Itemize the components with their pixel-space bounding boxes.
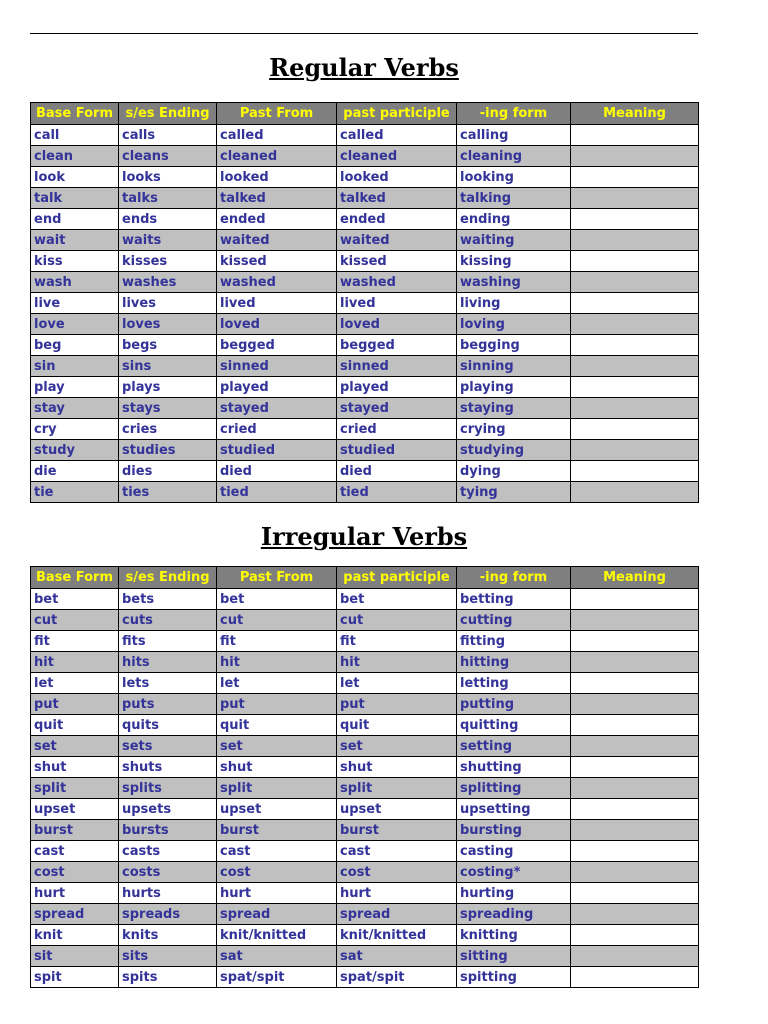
cell-ses-ending: bets <box>119 589 217 610</box>
cell-ing-form: putting <box>457 694 571 715</box>
cell-past-form: studied <box>217 440 337 461</box>
cell-past-participle: loved <box>337 314 457 335</box>
table-row <box>31 715 699 736</box>
table-row <box>31 820 699 841</box>
table-row <box>31 883 699 904</box>
cell-past-participle: lived <box>337 293 457 314</box>
cell-base-form: talk <box>31 188 119 209</box>
cell-past-participle: fit <box>337 631 457 652</box>
table-row <box>31 230 699 251</box>
cell-base-form: live <box>31 293 119 314</box>
cell-past-participle: shut <box>337 757 457 778</box>
cell-past-form: put <box>217 694 337 715</box>
cell-past-form: burst <box>217 820 337 841</box>
cell-base-form: sit <box>31 946 119 967</box>
table-row <box>31 841 699 862</box>
cell-base-form: quit <box>31 715 119 736</box>
irregular-verbs-title: Irregular Verbs <box>260 522 468 551</box>
cell-ing-form: cutting <box>457 610 571 631</box>
cell-past-participle: sat <box>337 946 457 967</box>
cell-past-form: stayed <box>217 398 337 419</box>
cell-base-form: shut <box>31 757 119 778</box>
cell-ses-ending: looks <box>119 167 217 188</box>
table-row <box>31 440 699 461</box>
cell-ing-form: kissing <box>457 251 571 272</box>
cell-past-form: sat <box>217 946 337 967</box>
cell-ing-form: hurting <box>457 883 571 904</box>
cell-meaning <box>571 631 699 652</box>
cell-past-participle: washed <box>337 272 457 293</box>
cell-past-participle: cleaned <box>337 146 457 167</box>
cell-ing-form: living <box>457 293 571 314</box>
cell-ses-ending: spreads <box>119 904 217 925</box>
table-row <box>31 335 699 356</box>
cell-ses-ending: waits <box>119 230 217 251</box>
cell-ing-form: spitting <box>457 967 571 988</box>
cell-past-form: upset <box>217 799 337 820</box>
cell-base-form: kiss <box>31 251 119 272</box>
cell-meaning <box>571 272 699 293</box>
cell-meaning <box>571 736 699 757</box>
cell-past-participle: spat/spit <box>337 967 457 988</box>
cell-base-form: upset <box>31 799 119 820</box>
column-header-ing-form: -ing form <box>457 103 571 125</box>
cell-past-form: set <box>217 736 337 757</box>
column-header-past-form: Past From <box>217 567 337 589</box>
cell-past-form: bet <box>217 589 337 610</box>
cell-meaning <box>571 377 699 398</box>
cell-past-participle: cost <box>337 862 457 883</box>
cell-ses-ending: fits <box>119 631 217 652</box>
cell-ses-ending: costs <box>119 862 217 883</box>
cell-meaning <box>571 251 699 272</box>
cell-ses-ending: lets <box>119 673 217 694</box>
cell-meaning <box>571 589 699 610</box>
cell-past-form: fit <box>217 631 337 652</box>
cell-base-form: cast <box>31 841 119 862</box>
cell-ing-form: cleaning <box>457 146 571 167</box>
regular-verbs-table <box>30 102 699 503</box>
cell-past-participle: stayed <box>337 398 457 419</box>
cell-base-form: beg <box>31 335 119 356</box>
table-header-row <box>31 103 699 125</box>
table-row <box>31 778 699 799</box>
cell-past-form: died <box>217 461 337 482</box>
table-row <box>31 967 699 988</box>
cell-ses-ending: lives <box>119 293 217 314</box>
cell-ses-ending: puts <box>119 694 217 715</box>
cell-ses-ending: hits <box>119 652 217 673</box>
cell-past-form: talked <box>217 188 337 209</box>
cell-meaning <box>571 461 699 482</box>
cell-base-form: spit <box>31 967 119 988</box>
cell-base-form: study <box>31 440 119 461</box>
cell-base-form: love <box>31 314 119 335</box>
cell-past-participle: talked <box>337 188 457 209</box>
cell-ing-form: betting <box>457 589 571 610</box>
table-row <box>31 125 699 146</box>
cell-base-form: cut <box>31 610 119 631</box>
cell-meaning <box>571 335 699 356</box>
table-row <box>31 482 699 503</box>
cell-past-participle: split <box>337 778 457 799</box>
cell-meaning <box>571 419 699 440</box>
cell-ing-form: calling <box>457 125 571 146</box>
cell-ing-form: knitting <box>457 925 571 946</box>
cell-meaning <box>571 967 699 988</box>
cell-base-form: split <box>31 778 119 799</box>
table-row <box>31 398 699 419</box>
table-row <box>31 209 699 230</box>
top-divider <box>30 33 698 34</box>
table-row <box>31 673 699 694</box>
column-header-meaning: Meaning <box>571 567 699 589</box>
cell-meaning <box>571 209 699 230</box>
cell-past-participle: hurt <box>337 883 457 904</box>
cell-ses-ending: upsets <box>119 799 217 820</box>
cell-ing-form: dying <box>457 461 571 482</box>
cell-ses-ending: talks <box>119 188 217 209</box>
cell-past-form: waited <box>217 230 337 251</box>
cell-meaning <box>571 356 699 377</box>
table-row <box>31 736 699 757</box>
cell-ing-form: setting <box>457 736 571 757</box>
table-row <box>31 461 699 482</box>
cell-base-form: wash <box>31 272 119 293</box>
table-row <box>31 694 699 715</box>
cell-past-form: cut <box>217 610 337 631</box>
table-row <box>31 293 699 314</box>
cell-past-participle: kissed <box>337 251 457 272</box>
cell-base-form: bet <box>31 589 119 610</box>
cell-ing-form: crying <box>457 419 571 440</box>
cell-past-participle: waited <box>337 230 457 251</box>
cell-ses-ending: sins <box>119 356 217 377</box>
cell-past-participle: upset <box>337 799 457 820</box>
column-header-past-participle: past participle <box>337 567 457 589</box>
cell-ing-form: costing* <box>457 862 571 883</box>
cell-meaning <box>571 946 699 967</box>
cell-past-form: lived <box>217 293 337 314</box>
cell-ing-form: quitting <box>457 715 571 736</box>
cell-past-participle: quit <box>337 715 457 736</box>
cell-meaning <box>571 293 699 314</box>
cell-ing-form: sitting <box>457 946 571 967</box>
cell-past-form: spread <box>217 904 337 925</box>
cell-ing-form: loving <box>457 314 571 335</box>
cell-meaning <box>571 167 699 188</box>
cell-ses-ending: sits <box>119 946 217 967</box>
cell-past-participle: cried <box>337 419 457 440</box>
cell-ses-ending: hurts <box>119 883 217 904</box>
cell-past-participle: knit/knitted <box>337 925 457 946</box>
cell-base-form: hit <box>31 652 119 673</box>
cell-ses-ending: casts <box>119 841 217 862</box>
cell-ing-form: studying <box>457 440 571 461</box>
cell-past-participle: cut <box>337 610 457 631</box>
cell-ses-ending: bursts <box>119 820 217 841</box>
cell-base-form: end <box>31 209 119 230</box>
table-row <box>31 757 699 778</box>
cell-ing-form: shutting <box>457 757 571 778</box>
cell-past-participle: let <box>337 673 457 694</box>
table-row <box>31 167 699 188</box>
cell-meaning <box>571 862 699 883</box>
cell-past-participle: ended <box>337 209 457 230</box>
cell-past-form: cried <box>217 419 337 440</box>
cell-ses-ending: sets <box>119 736 217 757</box>
cell-base-form: let <box>31 673 119 694</box>
cell-base-form: die <box>31 461 119 482</box>
cell-past-participle: looked <box>337 167 457 188</box>
cell-base-form: spread <box>31 904 119 925</box>
cell-ing-form: washing <box>457 272 571 293</box>
cell-ing-form: upsetting <box>457 799 571 820</box>
cell-ses-ending: stays <box>119 398 217 419</box>
cell-meaning <box>571 314 699 335</box>
cell-past-form: kissed <box>217 251 337 272</box>
cell-base-form: knit <box>31 925 119 946</box>
cell-ing-form: tying <box>457 482 571 503</box>
cell-ing-form: ending <box>457 209 571 230</box>
cell-past-participle: set <box>337 736 457 757</box>
cell-base-form: burst <box>31 820 119 841</box>
table-row <box>31 652 699 673</box>
cell-past-participle: played <box>337 377 457 398</box>
cell-ing-form: bursting <box>457 820 571 841</box>
cell-ses-ending: kisses <box>119 251 217 272</box>
cell-meaning <box>571 125 699 146</box>
cell-base-form: stay <box>31 398 119 419</box>
cell-base-form: cry <box>31 419 119 440</box>
cell-ing-form: begging <box>457 335 571 356</box>
cell-meaning <box>571 799 699 820</box>
cell-ses-ending: shuts <box>119 757 217 778</box>
table-row <box>31 904 699 925</box>
cell-base-form: tie <box>31 482 119 503</box>
cell-ses-ending: washes <box>119 272 217 293</box>
cell-past-form: let <box>217 673 337 694</box>
cell-past-form: looked <box>217 167 337 188</box>
regular-verbs-title: Regular Verbs <box>269 53 459 82</box>
column-header-ing-form: -ing form <box>457 567 571 589</box>
column-header-past-participle: past participle <box>337 103 457 125</box>
cell-past-form: spat/spit <box>217 967 337 988</box>
cell-past-participle: hit <box>337 652 457 673</box>
cell-ses-ending: spits <box>119 967 217 988</box>
table-row <box>31 862 699 883</box>
cell-past-form: washed <box>217 272 337 293</box>
cell-meaning <box>571 188 699 209</box>
cell-past-form: ended <box>217 209 337 230</box>
table-row <box>31 377 699 398</box>
table-row <box>31 799 699 820</box>
cell-ing-form: talking <box>457 188 571 209</box>
cell-base-form: cost <box>31 862 119 883</box>
column-header-past-form: Past From <box>217 103 337 125</box>
cell-past-form: begged <box>217 335 337 356</box>
cell-base-form: fit <box>31 631 119 652</box>
cell-meaning <box>571 883 699 904</box>
table-row <box>31 272 699 293</box>
cell-past-participle: bet <box>337 589 457 610</box>
column-header-base-form: Base Form <box>31 567 119 589</box>
cell-ses-ending: ties <box>119 482 217 503</box>
cell-meaning <box>571 610 699 631</box>
table-row <box>31 356 699 377</box>
cell-ing-form: casting <box>457 841 571 862</box>
cell-past-participle: called <box>337 125 457 146</box>
cell-past-participle: spread <box>337 904 457 925</box>
cell-past-participle: burst <box>337 820 457 841</box>
cell-past-form: split <box>217 778 337 799</box>
cell-past-participle: died <box>337 461 457 482</box>
cell-past-participle: sinned <box>337 356 457 377</box>
cell-past-participle: cast <box>337 841 457 862</box>
cell-past-participle: begged <box>337 335 457 356</box>
cell-base-form: wait <box>31 230 119 251</box>
cell-meaning <box>571 652 699 673</box>
cell-ses-ending: dies <box>119 461 217 482</box>
cell-past-form: hit <box>217 652 337 673</box>
cell-past-form: played <box>217 377 337 398</box>
cell-meaning <box>571 904 699 925</box>
table-row <box>31 925 699 946</box>
cell-ses-ending: loves <box>119 314 217 335</box>
table-header-row <box>31 567 699 589</box>
cell-past-form: knit/knitted <box>217 925 337 946</box>
table-row <box>31 610 699 631</box>
cell-past-participle: studied <box>337 440 457 461</box>
cell-past-form: sinned <box>217 356 337 377</box>
cell-past-form: hurt <box>217 883 337 904</box>
cell-ing-form: fitting <box>457 631 571 652</box>
column-header-meaning: Meaning <box>571 103 699 125</box>
cell-ses-ending: begs <box>119 335 217 356</box>
cell-ses-ending: calls <box>119 125 217 146</box>
cell-meaning <box>571 230 699 251</box>
cell-past-form: cleaned <box>217 146 337 167</box>
cell-ing-form: sinning <box>457 356 571 377</box>
cell-past-form: shut <box>217 757 337 778</box>
cell-ses-ending: cleans <box>119 146 217 167</box>
column-header-base-form: Base Form <box>31 103 119 125</box>
cell-past-form: called <box>217 125 337 146</box>
cell-ing-form: looking <box>457 167 571 188</box>
cell-base-form: play <box>31 377 119 398</box>
table-row <box>31 146 699 167</box>
cell-past-form: quit <box>217 715 337 736</box>
cell-ing-form: staying <box>457 398 571 419</box>
cell-past-participle: tied <box>337 482 457 503</box>
cell-ing-form: hitting <box>457 652 571 673</box>
cell-meaning <box>571 715 699 736</box>
cell-ses-ending: ends <box>119 209 217 230</box>
cell-ses-ending: cries <box>119 419 217 440</box>
cell-base-form: clean <box>31 146 119 167</box>
cell-ses-ending: knits <box>119 925 217 946</box>
table-row <box>31 589 699 610</box>
cell-base-form: hurt <box>31 883 119 904</box>
cell-meaning <box>571 482 699 503</box>
cell-base-form: set <box>31 736 119 757</box>
table-row <box>31 419 699 440</box>
cell-meaning <box>571 757 699 778</box>
cell-meaning <box>571 398 699 419</box>
column-header-ses-ending: s/es Ending <box>119 567 217 589</box>
cell-meaning <box>571 440 699 461</box>
cell-ing-form: splitting <box>457 778 571 799</box>
cell-past-participle: put <box>337 694 457 715</box>
table-row <box>31 188 699 209</box>
cell-meaning <box>571 694 699 715</box>
cell-ses-ending: cuts <box>119 610 217 631</box>
cell-base-form: sin <box>31 356 119 377</box>
cell-meaning <box>571 925 699 946</box>
cell-ses-ending: quits <box>119 715 217 736</box>
column-header-ses-ending: s/es Ending <box>119 103 217 125</box>
cell-ing-form: playing <box>457 377 571 398</box>
cell-ses-ending: plays <box>119 377 217 398</box>
cell-ing-form: waiting <box>457 230 571 251</box>
cell-meaning <box>571 841 699 862</box>
table-row <box>31 314 699 335</box>
cell-past-form: cast <box>217 841 337 862</box>
table-row <box>31 631 699 652</box>
cell-base-form: put <box>31 694 119 715</box>
cell-meaning <box>571 778 699 799</box>
cell-ses-ending: studies <box>119 440 217 461</box>
cell-meaning <box>571 146 699 167</box>
table-row <box>31 251 699 272</box>
irregular-verbs-table <box>30 566 699 988</box>
cell-ses-ending: splits <box>119 778 217 799</box>
cell-base-form: call <box>31 125 119 146</box>
cell-ing-form: letting <box>457 673 571 694</box>
cell-base-form: look <box>31 167 119 188</box>
table-row <box>31 946 699 967</box>
cell-past-form: tied <box>217 482 337 503</box>
cell-meaning <box>571 673 699 694</box>
cell-past-form: loved <box>217 314 337 335</box>
cell-past-form: cost <box>217 862 337 883</box>
cell-meaning <box>571 820 699 841</box>
cell-ing-form: spreading <box>457 904 571 925</box>
